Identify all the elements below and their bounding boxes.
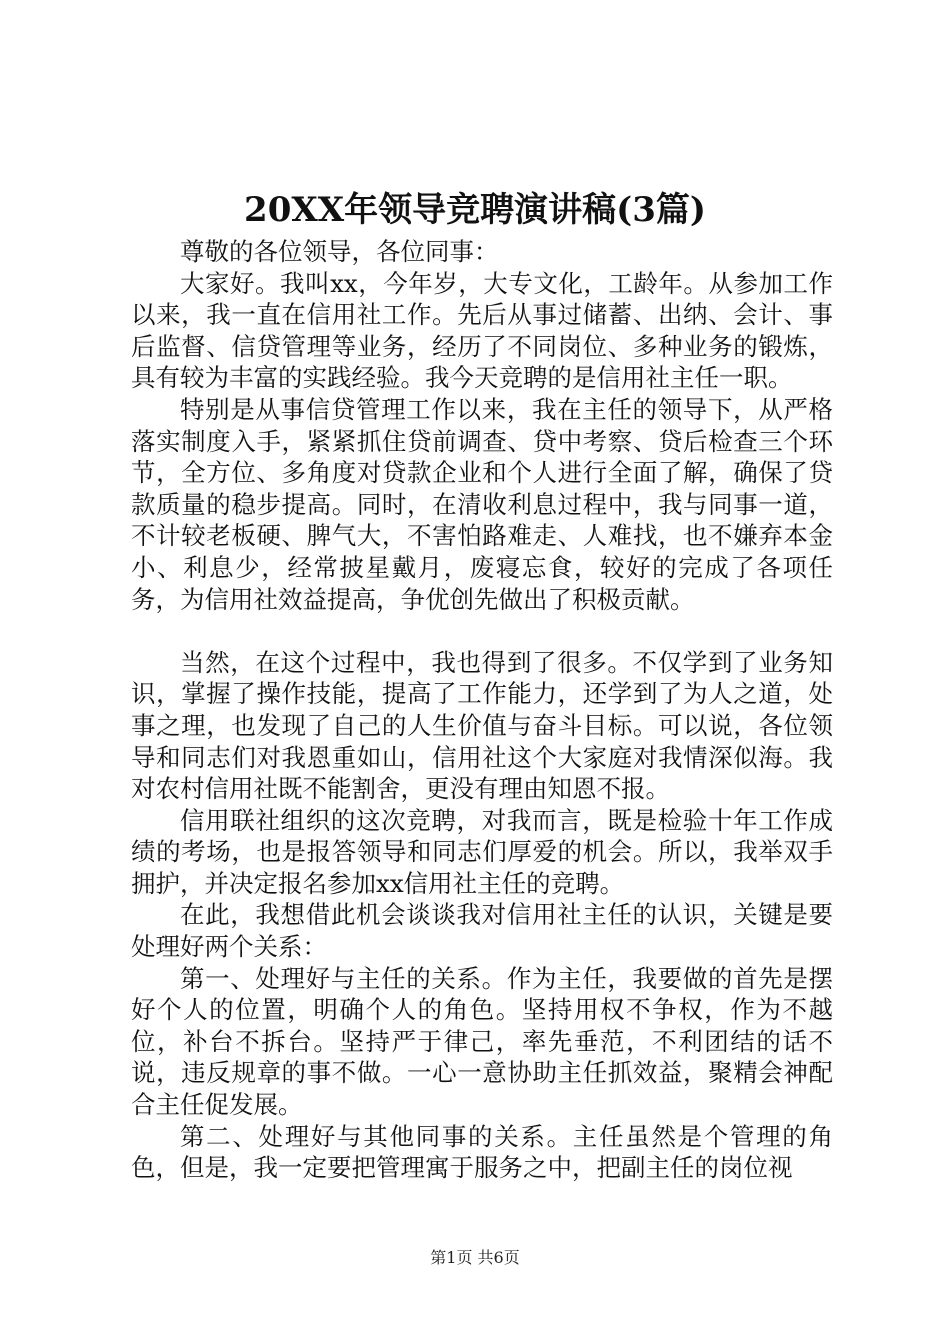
salutation-paragraph: 尊敬的各位领导，各位同事： xyxy=(180,237,499,266)
body-paragraph: 信用联社组织的这次竞聘，对我而言，既是检验十年工作成绩的考场，也是报答领导和同志们厚爱的机会。所以，我举双手拥护，并决定报名参加xx信用社主任的竞聘。 xyxy=(131,805,833,898)
document-title: 20XX年领导竞聘演讲稿(3篇) xyxy=(244,190,706,230)
body-paragraph: 特别是从事信贷管理工作以来，我在主任的领导下，从严格落实制度入手，紧紧抓住贷前调查、贷中考察、贷后检查三个环节，全方位、多角度对贷款企业和个人进行全面了解，确保了贷款质量的稳步提高。同时，在清收利息过程中，我与同事一道，不计较老板硬、脾气大，不害怕路难走、人难找，也不嫌弃本金小、利息少，经常披星戴月，废寝忘食，较好的完成了各项任务，为信用社效益提高，争优创先做出了积极贡献。 xyxy=(131,394,833,614)
body-paragraph: 在此，我想借此机会谈谈我对信用社主任的认识，关键是要处理好两个关系： xyxy=(131,900,833,962)
body-paragraph: 第一、处理好与主任的关系。作为主任，我要做的首先是摆好个人的位置，明确个人的角色。坚持用权不争权，作为不越位，补台不拆台。坚持严于律己，率先垂范，不利团结的话不说，违反规章的事不做。一心一意协助主任抓效益，聚精会神配合主任促发展。 xyxy=(131,963,833,1120)
body-paragraph: 第二、处理好与其他同事的关系。主任虽然是个管理的角色，但是，我一定要把管理寓于服务之中，把副主任的岗位视 xyxy=(131,1121,833,1183)
body-paragraph: 当然，在这个过程中，我也得到了很多。不仅学到了业务知识，掌握了操作技能，提高了工作能力，还学到了为人之道，处事之理，也发现了自己的人生价值与奋斗目标。可以说，各位领导和同志们对我恩重如山，信用社这个大家庭对我情深似海。我对农村信用社既不能割舍，更没有理由知恩不报。 xyxy=(131,647,833,804)
body-paragraph: 大家好。我叫xx，今年岁，大专文化，工龄年。从参加工作以来，我一直在信用社工作。先后从事过储蓄、出纳、会计、事后监督、信贷管理等业务，经历了不同岗位、多种业务的锻炼，具有较为丰富的实践经验。我今天竞聘的是信用社主任一职。 xyxy=(131,268,833,393)
document-body xyxy=(131,236,833,1184)
page-footer: 第1页 共6页 xyxy=(430,1248,520,1267)
